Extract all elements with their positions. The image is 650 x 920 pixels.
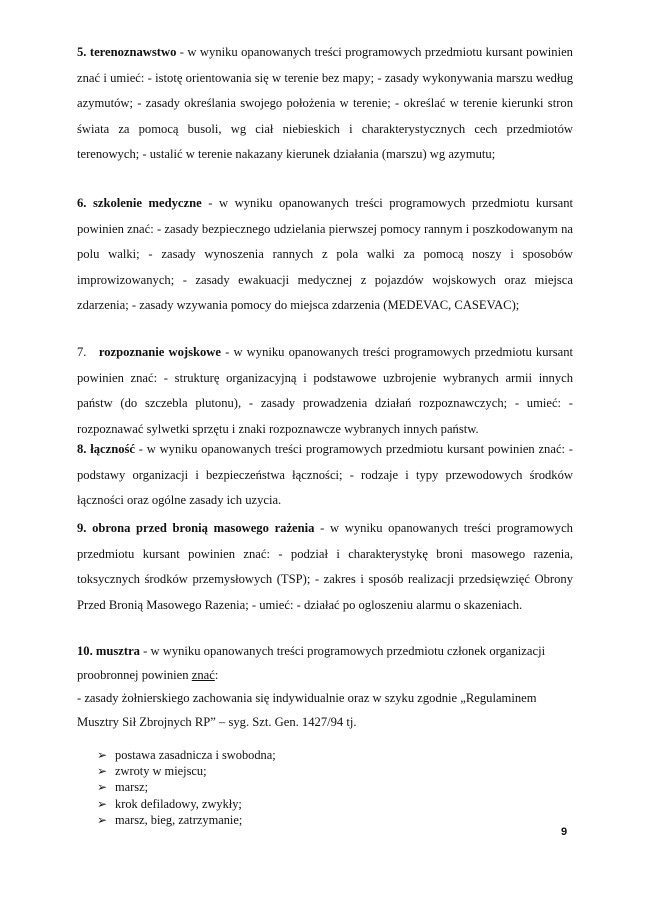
bullet-list [97,747,276,828]
section-body: - w wyniku opanowanych treści programowych przedmiotu kursant powinien znać i umieć: - istotę orientowania się w terenie bez mapy; - zasady wykonywania marszu według azymutów; - zasady określania swojego położenia w terenie; - określać w terenie kierunki stron świata za pomocą busoli, wg ciał niebieskich i charakterystycznych cech przedmiotów terenowych; - ustalić w terenie nakazany kierunek działania (marszu) wg azymutu; [77,45,573,161]
arrowhead-bullet-icon: ➢ [97,780,108,795]
list-item-text: marsz; [115,780,149,795]
list-item-text: postawa zasadnicza i swobodna; [115,748,276,762]
section-heading: musztra [95,644,140,658]
arrowhead-bullet-icon: ➢ [97,812,108,827]
section-heading: łączność [90,442,135,456]
section-heading: szkolenie medyczne [93,196,202,210]
section-line: - zasady żołnierskiego zachowania się indywidualnie oraz w szyku zgodnie „Regulaminem [77,691,537,705]
section-line [77,640,573,664]
section-number: 8. [77,442,87,456]
arrowhead-bullet-icon: ➢ [97,764,108,779]
section-line [77,664,573,688]
list-item [97,779,276,795]
section-heading: rozpoznanie wojskowe [98,345,221,359]
section-number: 6. [77,196,87,210]
section-number: 5. [77,45,87,59]
arrowhead-bullet-icon: ➢ [97,748,108,762]
section-rozpoznanie-wojskowe [77,340,573,442]
section-body: - w wyniku opanowanych treści programowych przedmiotu kursant powinien znać: - podział i charakterystykę broni masowego razenia, toksycznych środków przemysłowych (TSP); - zakres i sposób realizacji przedsięwzięć Obrony Przed Bronią Masowego Razenia; - umieć: - działać po ogloszeniu alarmu o skazeniach. [77,521,573,612]
list-item-text: zwroty w miejscu; [115,764,207,779]
section-body: - w wyniku opanowanych treści programowych przedmiotu kursant powinien znać: - zasady bezpiecznego udzielania pierwszej pomocy rannym i poszkodowanym na polu walki; - zasady wynoszenia rannych z pola walki za pomocą noszy i sposobów improwizowanych; - zasady ewakuacji medycznej z pojazdów wojskowych oraz miejsca zdarzenia; - zasady wzywania pomocy do miejsca zdarzenia (MEDEVAC, CASEVAC); [77,196,574,312]
section-body: - w wyniku opanowanych treści programowych przedmiotu kursant powinien znać: - podstawy organizacji i bezpieczeństwa łączności; - rodzaje i typy przewodowych środków łączności oraz ogólne zasady ich uzycia. [77,442,573,507]
section-text: : [214,667,219,682]
page-number: 9 [561,826,568,838]
section-heading: terenoznawstwo [89,45,177,59]
section-text: proobronnej powinien [77,667,192,682]
section-number: 9. [77,521,87,535]
list-item [97,812,276,828]
section-heading: obrona przed bronią masowego rażenia [92,521,315,535]
list-item [97,796,276,812]
section-number: 10. [77,644,93,658]
list-item [97,747,276,763]
section-terenoznawstwo [77,40,573,168]
arrowhead-bullet-icon: ➢ [97,796,108,811]
section-obrona-przed-bronia-masowego-razenia [77,516,573,618]
section-body: - w wyniku opanowanych treści programowych przedmiotu członek organizacji [139,644,546,658]
list-item [97,763,276,779]
section-body: - w wyniku opanowanych treści programowych przedmiotu kursant powinien znać: - strukturę organizacyjną i podstawowe uzbrojenie wybranych armii innych państw (do szczebla plutonu), - zasady prowadzenia działań rozpoznawczych; - umieć: - rozpoznawać sylwetki sprzętu i znaki rozpoznawcze wybranych innych państw. [77,345,574,436]
list-item-text: krok defiladowy, zwykły; [115,796,242,811]
section-musztra [77,640,573,734]
list-item-text: marsz, bieg, zatrzymanie; [115,812,243,827]
section-szkolenie-medyczne [77,191,573,319]
section-number: 7. [77,345,87,359]
section-lacznosc [77,437,573,514]
underlined-word: znać [191,667,215,682]
section-line: Musztry Sił Zbrojnych RP” – syg. Szt. Gen. 1427/94 tj. [77,714,357,729]
